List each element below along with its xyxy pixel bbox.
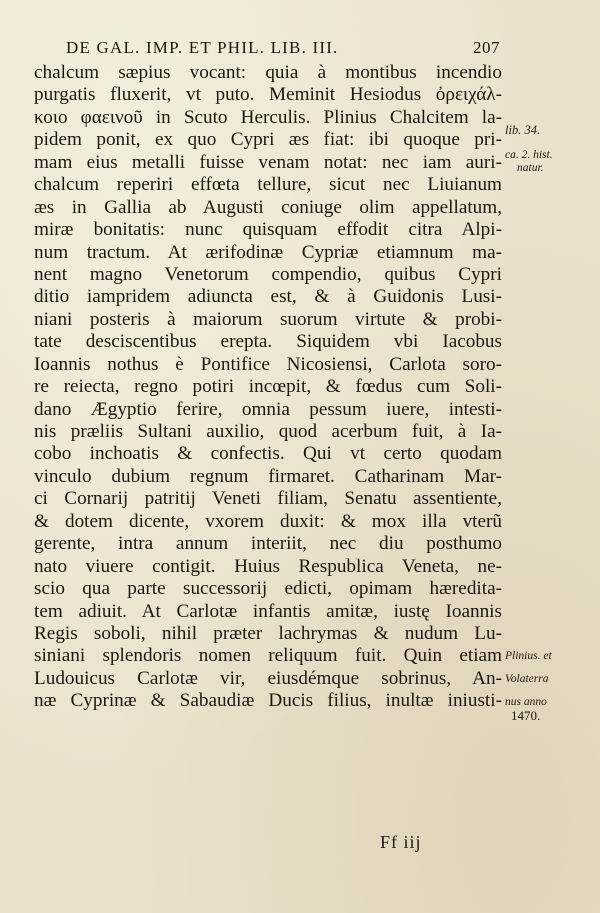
text-line: chalcum reperiri effœta tellure, sicut nec Liuianum xyxy=(34,174,502,196)
text-line: æs in Gallia ab Augusti coniuge olim appellatum, xyxy=(34,196,502,218)
margin-note-line: nus anno xyxy=(505,696,547,708)
text-line: nis præliis Sultani auxilio, quod acerbum fuit, à Ia- xyxy=(34,421,502,442)
text-line: gerente, intra annum interiit, nec diu posthumo xyxy=(34,533,502,555)
text-line: ditio iampridem adiuncta est, & à Guidonis Lusi- xyxy=(34,286,502,308)
margin-note-line: Plinius. et xyxy=(505,650,552,662)
margin-note-line: Volaterra xyxy=(505,673,549,685)
margin-note-line: 1470. xyxy=(511,708,541,723)
running-head xyxy=(60,38,500,58)
text-line: scio qua parte successorij edicti, opimam hæredita- xyxy=(34,578,502,600)
running-head-title: DE GAL. IMP. ET PHIL. LIB. III. xyxy=(66,38,339,57)
text-line: vinculo dubium regnum firmaret. Catharinam Mar- xyxy=(34,465,502,487)
text-line: cobo inchoatis & confectis. Qui vt certo quodam xyxy=(34,443,502,465)
page-number: 207 xyxy=(473,38,500,57)
text-line: κοιο φαεινοῦ in Scuto Herculis. Plinius Chalcitem la- xyxy=(34,106,502,128)
margin-note-line: natur. xyxy=(517,162,544,174)
catchword-signature: Ff iij xyxy=(380,832,422,852)
text-line: nato viuere contigit. Huius Respublica Veneta, ne- xyxy=(34,555,502,577)
text-line: nent magno Venetorum compendio, quibus Cypri xyxy=(34,263,502,285)
text-line: Ioannis nothus è Pontifice Nicosiensi, Carlota soro- xyxy=(34,353,502,375)
text-line: tem adiuit. At Carlotæ infantis amitæ, iustę Ioannis xyxy=(34,600,502,622)
text-line: chalcum sæpius vocant: quia à montibus incendio xyxy=(34,62,502,83)
text-line: Regis soboli, nihil præter lachrymas & nudum Lu- xyxy=(34,622,502,644)
text-line: purgatis fluxerit, vt puto. Meminit Hesiodus ὀρειχάλ- xyxy=(34,84,502,106)
text-line: mam eius metalli fuisse venam notat: nec iam auri- xyxy=(34,151,502,173)
margin-note-pliny-reference xyxy=(505,124,597,175)
text-line: miræ bonitatis: nunc quisquam effodit citra Alpi- xyxy=(34,219,502,241)
text-line: ci Cornarij patritij Veneti filiam, Senatu assentiente, xyxy=(34,488,502,510)
text-line: tate desciscentibus erepta. Siquidem vbi Iacobus xyxy=(34,331,502,353)
text-line: dano Ægyptio ferire, omnia pessum iuere, intesti- xyxy=(34,398,502,420)
text-line: re reiecta, regno potiri incœpit, & fœdus cum Soli- xyxy=(34,376,502,398)
text-line: Ludouicus Carlotæ vir, eiusdémque sobrinus, An- xyxy=(34,667,502,689)
margin-note-line: ca. 2. hist. xyxy=(505,149,553,161)
text-line: næ Cyprinæ & Sabaudiæ Ducis filius, inultæ iniusti- xyxy=(34,690,502,712)
text-line: pidem ponit, ex quo Cypri æs fiat: ibi quoque pri- xyxy=(34,129,502,151)
text-line: & dotem dicente, vxorem duxit: & mox illa vterũ xyxy=(34,510,502,532)
text-line: siniani splendoris nomen reliquum fuit. Quin etiam xyxy=(34,645,502,667)
text-line: num tractum. At ærifodinæ Cypriæ etiamnum ma- xyxy=(34,241,502,263)
margin-note-volaterranus xyxy=(505,650,597,722)
body-text xyxy=(34,62,502,713)
text-line: niani posteris à maiorum suorum virtute & probi- xyxy=(34,308,502,330)
margin-note-line: lib. 34. xyxy=(505,123,541,137)
